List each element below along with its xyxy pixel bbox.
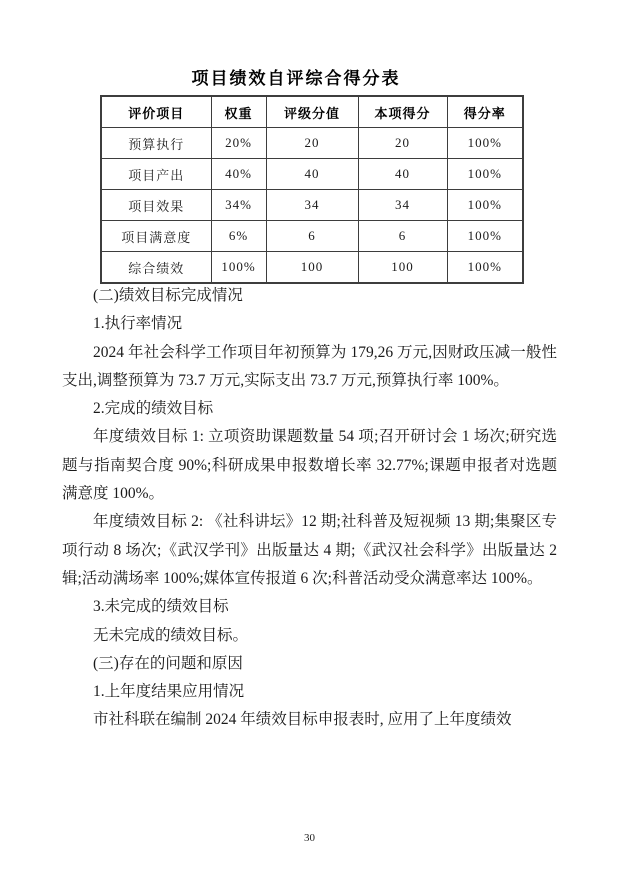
table-cell: 100	[266, 252, 358, 284]
subsection-heading: 3.未完成的绩效目标	[93, 598, 229, 616]
table-cell: 40%	[211, 159, 266, 190]
table-header-cell: 本项得分	[358, 96, 447, 128]
table-cell: 6%	[211, 221, 266, 252]
table-cell: 100%	[447, 128, 523, 159]
subsection-heading: 1.执行率情况	[93, 315, 183, 333]
table-cell: 34%	[211, 190, 266, 221]
table-cell: 40	[266, 159, 358, 190]
table-cell: 综合绩效	[101, 252, 211, 284]
table-row	[101, 159, 523, 190]
table-cell: 100%	[447, 190, 523, 221]
table-cell: 6	[266, 221, 358, 252]
score-table	[100, 95, 524, 284]
table-cell: 34	[266, 190, 358, 221]
table-cell: 100%	[447, 221, 523, 252]
section-heading: (三)存在的问题和原因	[93, 654, 243, 672]
table-cell: 100%	[211, 252, 266, 284]
section-heading: (二)绩效目标完成情况	[93, 287, 243, 304]
subsection-heading: 2.完成的绩效目标	[93, 400, 214, 418]
table-cell: 项目满意度	[101, 221, 211, 252]
table-cell: 20	[266, 128, 358, 159]
table-cell: 40	[358, 159, 447, 190]
paragraph: 2024 年社会科学工作项目年初预算为 179,26 万元,因财政压减一般性支出,调整预算为 73.7 万元,实际支出 73.7 万元,预算执行率 100%。	[62, 343, 557, 389]
paragraph: 年度绩效目标 2: 《社科讲坛》12 期;社科普及短视频 13 期;集聚区专项行动 8 场次;《武汉学刊》出版量达 4 期;《武汉社会科学》出版量达 2 辑;活动满场率 100%;媒体宣传报道 6 次;科普活动受众满意率达 100%。	[62, 513, 557, 587]
table-row	[101, 221, 523, 252]
table-cell: 100%	[447, 252, 523, 284]
table-header-cell: 评级分值	[266, 96, 358, 128]
table-row	[101, 128, 523, 159]
table-cell: 6	[358, 221, 447, 252]
table-header-row	[101, 96, 523, 128]
table-header-cell: 得分率	[447, 96, 523, 128]
table-cell: 100%	[447, 159, 523, 190]
page-number: 30	[304, 832, 315, 844]
paragraph: 年度绩效目标 1: 立项资助课题数量 54 项;召开研讨会 1 场次;研究选题与指南契合度 90%;科研成果申报数增长率 32.77%;课题申报者对选题满意度 100%。	[62, 428, 557, 503]
table-header-cell: 权重	[211, 96, 266, 128]
paragraph: 市社科联在编制 2024 年绩效目标申报表时, 应用了上年度绩效	[93, 711, 512, 729]
table-row	[101, 252, 523, 284]
table-row	[101, 190, 523, 221]
table-cell: 34	[358, 190, 447, 221]
table-title: 项目绩效自评综合得分表	[191, 69, 401, 88]
table-cell: 项目效果	[101, 190, 211, 221]
table-cell: 100	[358, 252, 447, 284]
table-cell: 预算执行	[101, 128, 211, 159]
paragraph: 无未完成的绩效目标。	[93, 626, 249, 644]
table-cell: 20	[358, 128, 447, 159]
subsection-heading: 1.上年度结果应用情况	[93, 683, 245, 701]
table-header-cell: 评价项目	[101, 96, 211, 128]
table-cell: 20%	[211, 128, 266, 159]
table-cell: 项目产出	[101, 159, 211, 190]
document-body	[62, 282, 557, 735]
